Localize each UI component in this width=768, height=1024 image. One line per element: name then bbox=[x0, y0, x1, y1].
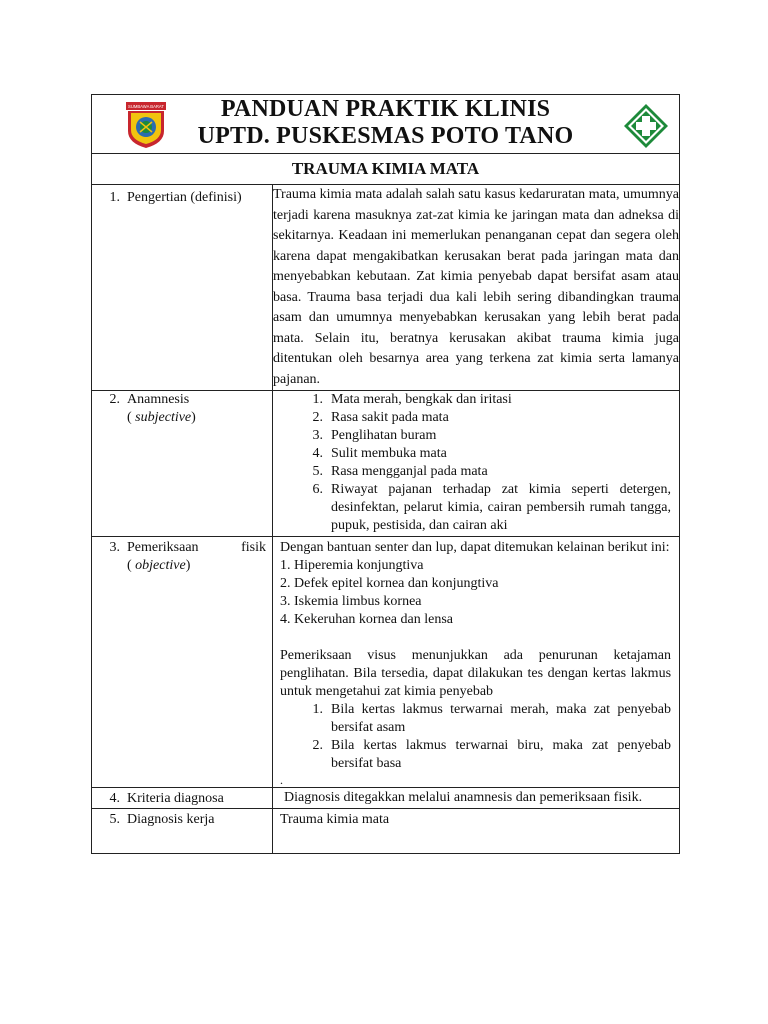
row-sublabel bbox=[92, 557, 272, 575]
list-item-text: Rasa mengganjal pada mata bbox=[331, 464, 488, 479]
sublabel-italic: objective bbox=[135, 558, 186, 573]
list-item bbox=[273, 409, 671, 427]
logo-banner-text: SUMBAWA BARAT bbox=[128, 104, 164, 109]
row-pengertian-label bbox=[92, 185, 273, 391]
list-item-number: 5. bbox=[312, 464, 323, 479]
row-sublabel bbox=[92, 409, 272, 427]
row-pengertian-content: Trauma kimia mata adalah salah satu kasus kedaruratan mata, umumnya terjadi karena masuknya zat-zat kimia ke jaringan mata dan adneksa di sekitarnya. Keadaan ini memerlukan penanganan cepat dan segera oleh karena dapat mengakibatkan kerusakan berat pada jaringan mata dan menyebabkan kebutaan. Zat kimia penyebab dapat bersifat asam atau basa. Trauma basa terjadi dua kali lebih sering dibandingkan trauma asam dan umumnya menyebabkan kerusakan yang lebih berat pada mata. Selain itu, beratnya kerusakan akibat trauma kimia juga ditentukan oleh besarnya area yang terkena zat kimia serta lamanya pajanan. bbox=[273, 185, 680, 391]
sublabel-close: ) bbox=[191, 410, 196, 425]
guide-subtitle: TRAUMA KIMIA MATA bbox=[92, 154, 680, 185]
guide-title-line2: UPTD. PUSKESMAS POTO TANO bbox=[197, 123, 574, 149]
list-item-text: Mata merah, bengkak dan iritasi bbox=[331, 392, 512, 407]
sublabel-italic: subjective bbox=[135, 410, 192, 425]
list-item-text: Penglihatan buram bbox=[331, 428, 437, 443]
guide-header bbox=[92, 95, 680, 154]
guide-table bbox=[91, 94, 680, 854]
finding-item: 1. Hiperemia konjungtiva bbox=[280, 558, 424, 573]
list-item bbox=[273, 737, 671, 773]
trailing-dot: . bbox=[280, 773, 283, 787]
lakmus-list bbox=[273, 701, 679, 773]
row-label-text: Kriteria diagnosa bbox=[127, 791, 224, 806]
anamnesis-list bbox=[273, 391, 679, 535]
finding-item: 4. Kekeruhan kornea dan lensa bbox=[280, 612, 453, 627]
list-item-number: 2. bbox=[312, 738, 323, 753]
sumbawa-barat-logo bbox=[125, 101, 167, 149]
row-kriteria-label bbox=[92, 788, 273, 809]
findings-list bbox=[280, 557, 671, 629]
row-pemeriksaan-content bbox=[273, 537, 680, 788]
list-item-number: 4. bbox=[312, 446, 323, 461]
row-label-word: fisik bbox=[241, 540, 266, 555]
list-item-number: 6. bbox=[312, 482, 323, 497]
list-item-text: Rasa sakit pada mata bbox=[331, 410, 449, 425]
row-number: 3. bbox=[109, 540, 120, 555]
exam-intro: Dengan bantuan senter dan lup, dapat ditemukan kelainan berikut ini: bbox=[280, 540, 670, 555]
row-label-text: Pengertian (definisi) bbox=[127, 190, 242, 205]
list-item bbox=[273, 481, 671, 535]
sublabel-open: ( bbox=[127, 410, 136, 425]
row-number: 4. bbox=[109, 791, 120, 806]
finding-item: 3. Iskemia limbus kornea bbox=[280, 594, 422, 609]
list-item-text: Sulit membuka mata bbox=[331, 446, 447, 461]
guide-title-line1: PANDUAN PRAKTIK KLINIS bbox=[220, 96, 551, 122]
list-item-text: Riwayat pajanan terhadap zat kimia seperti detergen, desinfektan, pelarut kimia, cairan pembersih rumah tangga, pupuk, pestisida, dan cairan aki bbox=[331, 482, 672, 533]
puskesmas-logo bbox=[623, 103, 669, 149]
row-kriteria-content: Diagnosis ditegakkan melalui anamnesis dan pemeriksaan fisik. bbox=[273, 788, 680, 809]
row-label-word: Pemeriksaan bbox=[127, 540, 199, 555]
sublabel-open: ( bbox=[127, 558, 136, 573]
sublabel-close: ) bbox=[185, 558, 191, 573]
row-anamnesis-content bbox=[273, 391, 680, 537]
list-item-text: Bila kertas lakmus terwarnai merah, maka zat penyebab bersifat asam bbox=[331, 702, 672, 735]
list-item bbox=[273, 701, 671, 737]
row-label-text: Diagnosis kerja bbox=[127, 812, 215, 827]
clinical-guide-sheet bbox=[91, 94, 679, 854]
row-number: 2. bbox=[109, 392, 120, 407]
list-item bbox=[273, 445, 671, 463]
list-item-number: 1. bbox=[312, 392, 323, 407]
row-diagnosis-content: Trauma kimia mata bbox=[273, 809, 680, 854]
list-item bbox=[273, 463, 671, 481]
row-anamnesis-label bbox=[92, 391, 273, 537]
visus-paragraph: Pemeriksaan visus menunjukkan ada penurunan ketajaman penglihatan. Bila tersedia, dapat dilakukan tes dengan kertas lakmus untuk mengetahui zat kimia penyebab bbox=[280, 648, 672, 699]
list-item-number: 1. bbox=[312, 702, 323, 717]
list-item-number: 2. bbox=[312, 410, 323, 425]
row-label-text: Anamnesis bbox=[127, 392, 190, 407]
row-number: 5. bbox=[109, 812, 120, 827]
list-item-number: 3. bbox=[312, 428, 323, 443]
row-number: 1. bbox=[109, 190, 120, 205]
row-diagnosis-label bbox=[92, 809, 273, 854]
list-item bbox=[273, 391, 671, 409]
row-pemeriksaan-label bbox=[92, 537, 273, 788]
list-item-text: Bila kertas lakmus terwarnai biru, maka zat penyebab bersifat basa bbox=[331, 738, 672, 771]
finding-item: 2. Defek epitel kornea dan konjungtiva bbox=[280, 576, 499, 591]
list-item bbox=[273, 427, 671, 445]
